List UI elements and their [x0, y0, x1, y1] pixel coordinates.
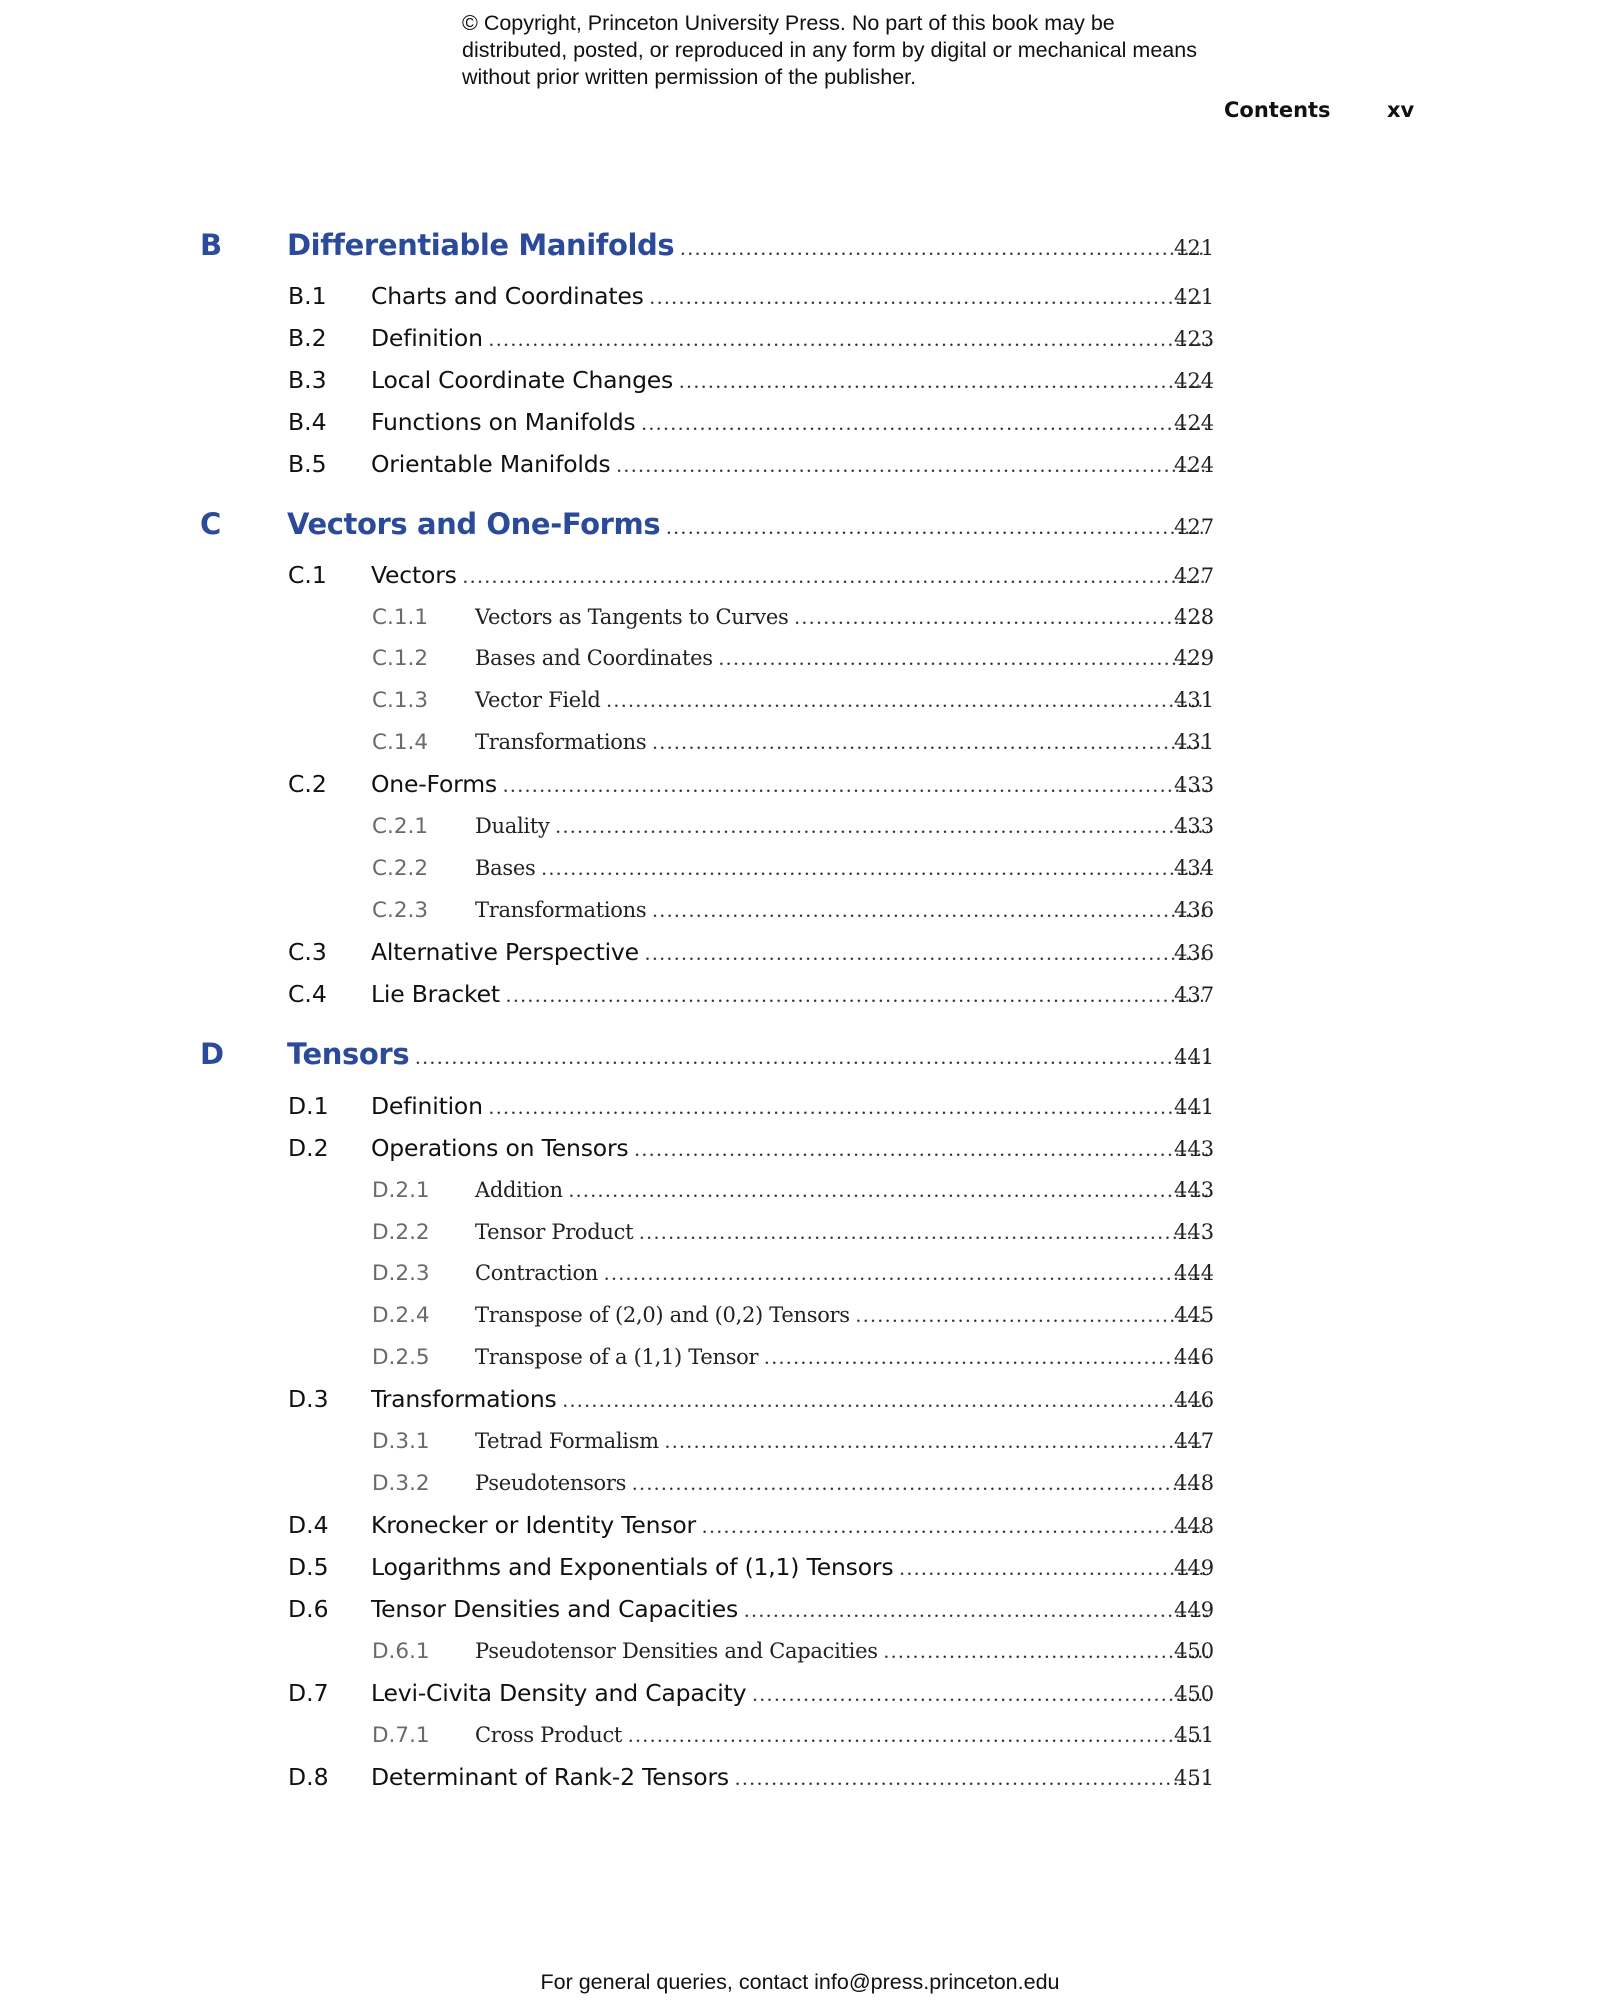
toc-entry-title-line [371, 1134, 1208, 1162]
toc-entry-page: 446 [1174, 1345, 1215, 1369]
toc-entry-number: D.3.2 [372, 1471, 430, 1496]
footer-contact: For general queries, contact info@press.princeton.edu [540, 1970, 1060, 1994]
toc-entry-number: B.4 [288, 408, 327, 436]
toc-entry-number: D.2.1 [372, 1178, 430, 1203]
toc-entry-section[interactable] [0, 409, 1600, 449]
toc-entry-title: Functions on Manifolds [371, 408, 636, 436]
toc-entry-title-line [371, 1385, 1208, 1413]
toc-entry-subsection[interactable] [0, 897, 1600, 937]
toc-entry-title-line [475, 814, 1208, 839]
toc-entry-title-line [371, 770, 1208, 798]
toc-entry-title: Transpose of (2,0) and (0,2) Tensors [475, 1303, 850, 1327]
toc-entry-title-line [371, 938, 1208, 966]
toc-entry-title: Levi-Civita Density and Capacity [371, 1679, 747, 1707]
toc-entry-number: D.6 [288, 1595, 329, 1623]
toc-entry-title-line [287, 1037, 1208, 1071]
dot-leader [503, 773, 1208, 798]
toc-entry-title: Orientable Manifolds [371, 450, 611, 478]
toc-entry-page: 431 [1174, 730, 1215, 754]
dot-leader [665, 1429, 1208, 1454]
toc-entry-title-line [475, 688, 1208, 713]
toc-entry-page: 448 [1174, 1514, 1215, 1538]
toc-entry-chapter[interactable] [0, 1037, 1600, 1081]
toc-entry-number: B [200, 228, 223, 262]
toc-entry-title: Tensor Densities and Capacities [371, 1595, 739, 1623]
toc-entry-title-line [475, 1303, 1208, 1328]
dot-leader [719, 646, 1208, 671]
toc-entry-number: D [200, 1037, 225, 1071]
toc-entry-number: D.1 [288, 1092, 329, 1120]
toc-entry-section[interactable] [0, 1135, 1600, 1175]
toc-entry-page: 449 [1174, 1556, 1215, 1580]
toc-entry-title-line [371, 1553, 1208, 1581]
toc-entry-number: C.1.1 [372, 605, 429, 630]
dot-leader [752, 1682, 1208, 1707]
dot-leader [616, 453, 1208, 478]
toc-entry-title: Vectors [371, 561, 457, 589]
toc-entry-page: 441 [1174, 1095, 1215, 1119]
toc-entry-title: Tetrad Formalism [475, 1429, 659, 1453]
toc-entry-number: D.2 [288, 1134, 329, 1162]
toc-entry-subsection[interactable] [0, 687, 1600, 727]
toc-entry-subsection[interactable] [0, 1219, 1600, 1259]
dot-leader [632, 1471, 1208, 1496]
toc-entry-title-line [475, 1639, 1208, 1664]
dot-leader [679, 369, 1208, 394]
toc-entry-subsection[interactable] [0, 645, 1600, 685]
toc-entry-number: B.1 [288, 282, 327, 310]
toc-entry-section[interactable] [0, 1764, 1600, 1804]
toc-entry-page: 444 [1174, 1261, 1215, 1285]
toc-entry-section[interactable] [0, 1596, 1600, 1636]
toc-entry-page: 421 [1174, 236, 1215, 260]
toc-entry-title-line [475, 1429, 1208, 1454]
toc-entry-subsection[interactable] [0, 855, 1600, 895]
toc-entry-section[interactable] [0, 283, 1600, 323]
toc-entry-page: 441 [1174, 1045, 1215, 1069]
toc-entry-section[interactable] [0, 939, 1600, 979]
toc-entry-section[interactable] [0, 562, 1600, 602]
toc-entry-title: Contraction [475, 1261, 599, 1285]
toc-entry-page: 451 [1174, 1766, 1215, 1790]
dot-leader [563, 1388, 1208, 1413]
toc-entry-title: Transpose of a (1,1) Tensor [475, 1345, 759, 1369]
toc-entry-title-line [475, 1471, 1208, 1496]
toc-entry-title: Determinant of Rank-2 Tensors [371, 1763, 729, 1791]
toc-entry-title: Definition [371, 1092, 483, 1120]
toc-entry-title: Cross Product [475, 1723, 623, 1747]
toc-entry-subsection[interactable] [0, 1428, 1600, 1468]
toc-entry-number: B.2 [288, 324, 327, 352]
toc-entry-number: C.1.3 [372, 688, 429, 713]
toc-entry-title: One-Forms [371, 770, 497, 798]
toc-entry-number: D.3.1 [372, 1429, 430, 1454]
dot-leader [680, 236, 1208, 261]
toc-entry-title-line [475, 898, 1208, 923]
toc-entry-title: Definition [371, 324, 483, 352]
toc-entry-number: B.5 [288, 450, 327, 478]
toc-entry-title-line [371, 1092, 1208, 1120]
toc-entry-page: 421 [1174, 285, 1215, 309]
dot-leader [645, 941, 1208, 966]
toc-entry-title: Lie Bracket [371, 980, 500, 1008]
dot-leader [652, 730, 1208, 755]
toc-entry-title-line [475, 1220, 1208, 1245]
toc-entry-title-line [371, 450, 1208, 478]
toc-entry-title: Charts and Coordinates [371, 282, 644, 310]
dot-leader [506, 983, 1208, 1008]
dot-leader [702, 1514, 1208, 1539]
dot-leader [650, 285, 1208, 310]
toc-entry-page: 424 [1174, 411, 1215, 435]
dot-leader [652, 898, 1208, 923]
toc-entry-page: 450 [1174, 1639, 1215, 1663]
toc-entry-title: Transformations [475, 730, 647, 754]
dot-leader [639, 1220, 1208, 1245]
toc-entry-title: Kronecker or Identity Tensor [371, 1511, 697, 1539]
toc-entry-page: 447 [1174, 1429, 1215, 1453]
toc-entry-chapter[interactable] [0, 228, 1600, 272]
toc-entry-title: Differentiable Manifolds [287, 228, 675, 262]
toc-entry-title: Vectors as Tangents to Curves [475, 605, 789, 629]
toc-entry-page: 446 [1174, 1388, 1215, 1412]
toc-entry-number: D.4 [288, 1511, 329, 1539]
toc-entry-section[interactable] [0, 451, 1600, 491]
toc-entry-number: C.2.1 [372, 814, 429, 839]
toc-entry-number: C.3 [288, 938, 327, 966]
toc-entry-subsection[interactable] [0, 1344, 1600, 1384]
toc-entry-number: D.2.4 [372, 1303, 430, 1328]
toc-entry-title: Logarithms and Exponentials of (1,1) Tensors [371, 1553, 894, 1581]
toc-entry-title: Bases [475, 856, 536, 880]
dot-leader [541, 856, 1208, 881]
toc-entry-number: D.6.1 [372, 1639, 430, 1664]
toc-entry-subsection[interactable] [0, 1260, 1600, 1300]
toc-entry-title: Addition [475, 1178, 563, 1202]
toc-entry-chapter[interactable] [0, 507, 1600, 551]
toc-entry-subsection[interactable] [0, 1470, 1600, 1510]
toc-entry-section[interactable] [0, 1386, 1600, 1426]
toc-entry-title-line [475, 646, 1208, 671]
toc-entry-subsection[interactable] [0, 1177, 1600, 1217]
dot-leader [634, 1137, 1208, 1162]
toc-entry-page: 423 [1174, 327, 1215, 351]
toc-entry-page: 436 [1174, 941, 1215, 965]
toc-entry-number: D.2.2 [372, 1220, 430, 1245]
toc-entry-page: 431 [1174, 688, 1215, 712]
toc-entry-title: Pseudotensor Densities and Capacities [475, 1639, 878, 1663]
toc-entry-number: D.2.5 [372, 1345, 430, 1370]
toc-entry-title-line [475, 856, 1208, 881]
toc-entry-title: Transformations [371, 1385, 557, 1413]
toc-entry-title-line [371, 1679, 1208, 1707]
toc-entry-title: Transformations [475, 898, 647, 922]
toc-entry-title: Duality [475, 814, 550, 838]
toc-entry-page: 448 [1174, 1471, 1215, 1495]
toc-entry-title-line [371, 282, 1208, 310]
toc-entry-page: 433 [1174, 773, 1215, 797]
toc-entry-page: 436 [1174, 898, 1215, 922]
toc-entry-number: C.1 [288, 561, 327, 589]
toc-entry-number: B.3 [288, 366, 327, 394]
copyright-notice: © Copyright, Princeton University Press. No part of this book may be distributed, posted, or reproduced in any form by digital or mechanical means without prior written permission of the publisher. [462, 11, 1197, 89]
toc-entry-section[interactable] [0, 981, 1600, 1021]
toc-entry-number: D.7.1 [372, 1723, 430, 1748]
toc-entry-subsection[interactable] [0, 1722, 1600, 1762]
toc-entry-page: 427 [1174, 564, 1215, 588]
toc-entry-page: 445 [1174, 1303, 1215, 1327]
dot-leader [856, 1303, 1208, 1328]
toc-entry-title-line [475, 730, 1208, 755]
toc-entry-title-line [475, 605, 1208, 630]
dot-leader [604, 1261, 1208, 1286]
dot-leader [569, 1178, 1208, 1203]
dot-leader [764, 1345, 1208, 1370]
dot-leader [666, 515, 1208, 540]
dot-leader [463, 564, 1208, 589]
toc-entry-title-line [475, 1345, 1208, 1370]
dot-leader [489, 1095, 1208, 1120]
toc-entry-number: D.5 [288, 1553, 329, 1581]
toc-entry-title: Tensors [287, 1037, 410, 1071]
dot-leader [884, 1639, 1208, 1664]
toc-entry-title-line [287, 228, 1208, 262]
running-head-title: Contents [1224, 98, 1331, 122]
toc-entry-number: C.1.4 [372, 730, 429, 755]
toc-entry-title-line [371, 408, 1208, 436]
toc-entry-title: Operations on Tensors [371, 1134, 629, 1162]
dot-leader [899, 1556, 1208, 1581]
toc-entry-title-line [475, 1261, 1208, 1286]
toc-entry-title: Pseudotensors [475, 1471, 627, 1495]
toc-entry-subsection[interactable] [0, 813, 1600, 853]
toc-entry-page: 424 [1174, 453, 1215, 477]
toc-entry-title-line [475, 1178, 1208, 1203]
toc-entry-title: Bases and Coordinates [475, 646, 713, 670]
toc-entry-page: 429 [1174, 646, 1215, 670]
toc-entry-subsection[interactable] [0, 729, 1600, 769]
toc-entry-number: C.2 [288, 770, 327, 798]
toc-entry-title: Alternative Perspective [371, 938, 639, 966]
toc-entry-page: 443 [1174, 1178, 1215, 1202]
dot-leader [607, 688, 1209, 713]
toc-entry-title-line [371, 324, 1208, 352]
dot-leader [628, 1723, 1208, 1748]
toc-entry-number: C.2.2 [372, 856, 429, 881]
toc-entry-page: 424 [1174, 369, 1215, 393]
toc-entry-subsection[interactable] [0, 604, 1600, 644]
toc-entry-page: 434 [1174, 856, 1215, 880]
toc-entry-number: D.3 [288, 1385, 329, 1413]
toc-entry-number: C.4 [288, 980, 327, 1008]
page-number: xv [1387, 98, 1415, 122]
toc-entry-subsection[interactable] [0, 1302, 1600, 1342]
toc-entry-page: 443 [1174, 1137, 1215, 1161]
toc-entry-page: 427 [1174, 515, 1215, 539]
toc-entry-page: 437 [1174, 983, 1215, 1007]
toc-entry-number: D.2.3 [372, 1261, 430, 1286]
toc-entry-subsection[interactable] [0, 1638, 1600, 1678]
dot-leader [641, 411, 1208, 436]
toc-entry-number: C [200, 507, 222, 541]
dot-leader [735, 1766, 1208, 1791]
toc-entry-title-line [371, 366, 1208, 394]
toc-entry-title-line [371, 1763, 1208, 1791]
toc-entry-title-line [371, 980, 1208, 1008]
dot-leader [744, 1598, 1208, 1623]
toc-entry-section[interactable] [0, 1680, 1600, 1720]
toc-entry-title: Vectors and One-Forms [287, 507, 661, 541]
dot-leader [556, 814, 1208, 839]
toc-entry-number: C.2.3 [372, 898, 429, 923]
dot-leader [415, 1045, 1208, 1070]
toc-entry-section[interactable] [0, 771, 1600, 811]
toc-entry-title: Vector Field [475, 688, 601, 712]
toc-entry-page: 428 [1174, 605, 1215, 629]
toc-entry-title-line [371, 1511, 1208, 1539]
toc-entry-number: C.1.2 [372, 646, 429, 671]
toc-entry-title-line [287, 507, 1208, 541]
toc-entry-section[interactable] [0, 1512, 1600, 1552]
toc-entry-section[interactable] [0, 325, 1600, 365]
toc-entry-page: 450 [1174, 1682, 1215, 1706]
dot-leader [489, 327, 1208, 352]
dot-leader [794, 605, 1208, 630]
toc-entry-page: 443 [1174, 1220, 1215, 1244]
toc-entry-section[interactable] [0, 367, 1600, 407]
toc-entry-page: 451 [1174, 1723, 1215, 1747]
toc-entry-title: Tensor Product [475, 1220, 634, 1244]
toc-entry-title-line [371, 561, 1208, 589]
toc-entry-number: D.8 [288, 1763, 329, 1791]
toc-entry-title: Local Coordinate Changes [371, 366, 674, 394]
toc-entry-page: 449 [1174, 1598, 1215, 1622]
toc-entry-title-line [371, 1595, 1208, 1623]
toc-entry-title-line [475, 1723, 1208, 1748]
toc-entry-section[interactable] [0, 1093, 1600, 1133]
toc-entry-page: 433 [1174, 814, 1215, 838]
toc-entry-number: D.7 [288, 1679, 329, 1707]
toc-entry-section[interactable] [0, 1554, 1600, 1594]
